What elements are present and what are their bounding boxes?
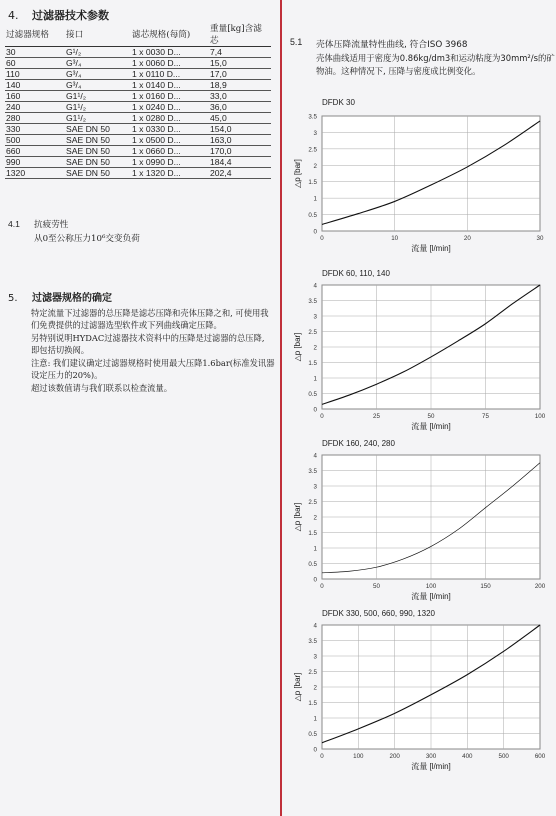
chart-dfdk-60-110-140 [290,279,552,435]
x-tick-label: 400 [462,753,473,760]
y-tick-label: 3.5 [308,638,317,645]
cell-element: 1 x 0660 D... [131,146,209,157]
y-axis-label: △p [bar] [293,502,302,532]
y-tick-label: 4 [313,452,317,460]
cell-weight: 7,4 [209,47,271,58]
y-tick-label: 2 [313,344,317,352]
x-tick-label: 0 [320,753,324,760]
cell-element: 1 x 0990 D... [131,157,209,168]
cell-element: 1 x 0160 D... [131,91,209,102]
y-tick-label: 0.5 [308,391,317,398]
table-row [5,168,271,179]
x-axis-label: 流量 [l/min] [411,762,451,771]
y-tick-label: 3.5 [308,298,317,305]
section-title: 过滤器规格的确定 [32,293,112,304]
cell-weight: 184,4 [209,157,271,168]
section-body: 从0至公称压力10⁶交变负荷 [34,234,140,244]
table-row [5,146,271,157]
cell-element: 1 x 0030 D... [131,47,209,58]
x-axis-label: 流量 [l/min] [411,592,451,601]
x-tick-label: 30 [536,235,544,242]
cell-weight: 17,0 [209,69,271,80]
x-tick-label: 50 [427,413,435,420]
cell-connection: G³/₄ [65,69,131,80]
chart-title: DFDK 30 [322,98,355,107]
chart-title: DFDK 60, 110, 140 [322,269,390,278]
cell-size: 60 [5,58,65,69]
y-tick-label: 2 [313,514,317,522]
col-element: 滤芯规格(每筒) [131,22,209,47]
cell-size: 140 [5,80,65,91]
table-row [5,113,271,124]
paragraph: 超过该数值请与我们联系以检查流量。 [31,383,173,393]
y-tick-label: 0 [313,746,317,754]
cell-element: 1 x 0140 D... [131,80,209,91]
y-tick-label: 3.5 [308,468,317,475]
filter-spec-table [5,22,271,179]
y-tick-label: 0.5 [308,561,317,568]
chart-title: DFDK 160, 240, 280 [322,439,395,448]
section-4-1 [8,218,140,244]
column-divider [280,0,282,816]
y-tick-label: 3.5 [308,113,317,121]
y-tick-label: 1.5 [308,179,317,187]
y-tick-label: 1.5 [308,700,317,707]
plot-area [322,116,540,231]
chart-title: DFDK 330, 500, 660, 990, 1320 [322,609,435,618]
col-size: 过滤器规格 [5,22,65,47]
y-tick-label: 2 [313,684,317,692]
x-tick-label: 150 [480,583,491,590]
x-axis-label: 流量 [l/min] [411,244,451,253]
cell-connection: SAE DN 50 [65,168,131,179]
table-row [5,124,271,135]
cell-element: 1 x 0280 D... [131,113,209,124]
cell-size: 660 [5,146,65,157]
y-tick-label: 0.5 [308,731,317,738]
x-tick-label: 100 [425,583,437,590]
x-tick-label: 75 [482,413,489,420]
cell-connection: G1¹/₂ [65,91,131,102]
cell-connection: G1¹/₂ [65,113,131,124]
table-row [5,80,271,91]
table-row [5,58,271,69]
cell-size: 330 [5,124,65,135]
table-row [5,47,271,58]
cell-weight: 33,0 [209,91,271,102]
cell-size: 1320 [5,168,65,179]
x-tick-label: 10 [391,235,399,242]
table-row [5,157,271,168]
y-tick-label: 4 [313,622,317,630]
cell-size: 500 [5,135,65,146]
x-tick-label: 0 [320,235,324,242]
section-4-heading [8,7,109,23]
cell-connection: G³/₄ [65,80,131,91]
y-tick-label: 2.5 [308,146,317,154]
cell-element: 1 x 0110 D... [131,69,209,80]
cell-element: 1 x 0330 D... [131,124,209,135]
cell-connection: SAE DN 50 [65,157,131,168]
cell-weight: 163,0 [209,135,271,146]
table-row [5,91,271,102]
x-tick-label: 25 [373,413,380,420]
table-row [5,69,271,80]
section-number: 4. [8,9,19,22]
cell-weight: 202,4 [209,168,271,179]
y-tick-label: 2.5 [308,669,317,676]
y-tick-label: 2.5 [308,329,317,336]
cell-weight: 45,0 [209,113,271,124]
x-tick-label: 200 [534,583,546,590]
y-axis-label: △p [bar] [293,159,302,188]
y-tick-label: 1 [313,715,317,723]
cell-element: 1 x 0500 D... [131,135,209,146]
x-tick-label: 50 [373,583,380,590]
section-title: 壳体压降流量特性曲线, 符合ISO 3968 [316,40,468,50]
section-number: 4.1 [8,219,20,229]
cell-weight: 36,0 [209,102,271,113]
y-tick-label: 1.5 [308,530,317,537]
cell-element: 1 x 0240 D... [131,102,209,113]
cell-size: 240 [5,102,65,113]
y-tick-label: 0 [313,576,317,584]
y-tick-label: 1 [313,375,317,383]
y-tick-label: 1 [313,195,317,203]
x-tick-label: 0 [320,413,324,420]
x-tick-label: 600 [534,753,546,760]
y-tick-label: 3 [313,129,317,137]
cell-weight: 170,0 [209,146,271,157]
x-tick-label: 0 [320,583,324,590]
y-tick-label: 0 [313,406,317,414]
y-tick-label: 0.5 [308,212,317,220]
cell-weight: 18,9 [209,80,271,91]
y-tick-label: 2 [313,162,317,170]
section-body: 壳体曲线适用于密度为0.86kg/dm3和运动粘度为30mm²/s的矿物油。这种情况下, 压降与密度成比例变化。 [316,53,555,76]
cell-element: 1 x 1320 D... [131,168,209,179]
cell-size: 280 [5,113,65,124]
x-tick-label: 100 [534,413,546,420]
y-tick-label: 3 [313,653,317,661]
section-5-heading [8,289,112,304]
y-tick-label: 3 [313,483,317,491]
section-title: 抗疲劳性 [34,220,69,230]
chart-dfdk-330-1320 [290,619,552,779]
section-number: 5.1 [290,37,303,47]
paragraph: 另特别说明HYDAC过滤器技术资料中的压降是过滤器的总压降, 即包括切换阀。 [31,333,265,355]
cell-connection: G³/₄ [65,58,131,69]
y-axis-label: △p [bar] [293,332,302,362]
col-connection: 接口 [65,22,131,47]
cell-size: 30 [5,47,65,58]
x-tick-label: 100 [353,753,364,760]
cell-weight: 154,0 [209,124,271,135]
section-number: 5. [8,293,18,304]
cell-connection: SAE DN 50 [65,124,131,135]
x-tick-label: 500 [498,753,509,760]
y-axis-label: △p [bar] [293,672,302,702]
chart-dfdk-160-240-280 [290,449,552,605]
cell-size: 160 [5,91,65,102]
x-tick-label: 300 [425,753,437,760]
section-title: 过滤器技术参数 [32,9,109,22]
y-tick-label: 3 [313,313,317,321]
cell-weight: 15,0 [209,58,271,69]
x-axis-label: 流量 [l/min] [411,422,451,431]
cell-size: 110 [5,69,65,80]
table-header-row [5,22,271,47]
x-tick-label: 20 [463,235,471,242]
table-row [5,135,271,146]
y-tick-label: 1 [313,545,317,553]
col-weight: 重量[kg]含滤芯 [209,22,271,47]
paragraph: 注意: 我们建议确定过滤器规格时使用最大压降1.6bar(标准发讯器设定压力的20%)。 [31,358,275,380]
cell-connection: G1¹/₂ [65,102,131,113]
cell-connection: SAE DN 50 [65,135,131,146]
y-tick-label: 2.5 [308,499,317,506]
cell-element: 1 x 0060 D... [131,58,209,69]
cell-size: 990 [5,157,65,168]
chart-dfdk-30 [290,108,552,266]
section-5-body [31,307,275,395]
paragraph: 特定流量下过滤器的总压降是滤芯压降和壳体压降之和, 可使用我们免费提供的过滤器选型软件或下列曲线确定压降。 [31,308,269,330]
y-tick-label: 4 [313,282,317,290]
x-tick-label: 200 [389,753,400,760]
cell-connection: G¹/₂ [65,47,131,58]
cell-connection: SAE DN 50 [65,146,131,157]
y-tick-label: 0 [313,228,317,236]
y-tick-label: 1.5 [308,360,317,367]
table-row [5,102,271,113]
